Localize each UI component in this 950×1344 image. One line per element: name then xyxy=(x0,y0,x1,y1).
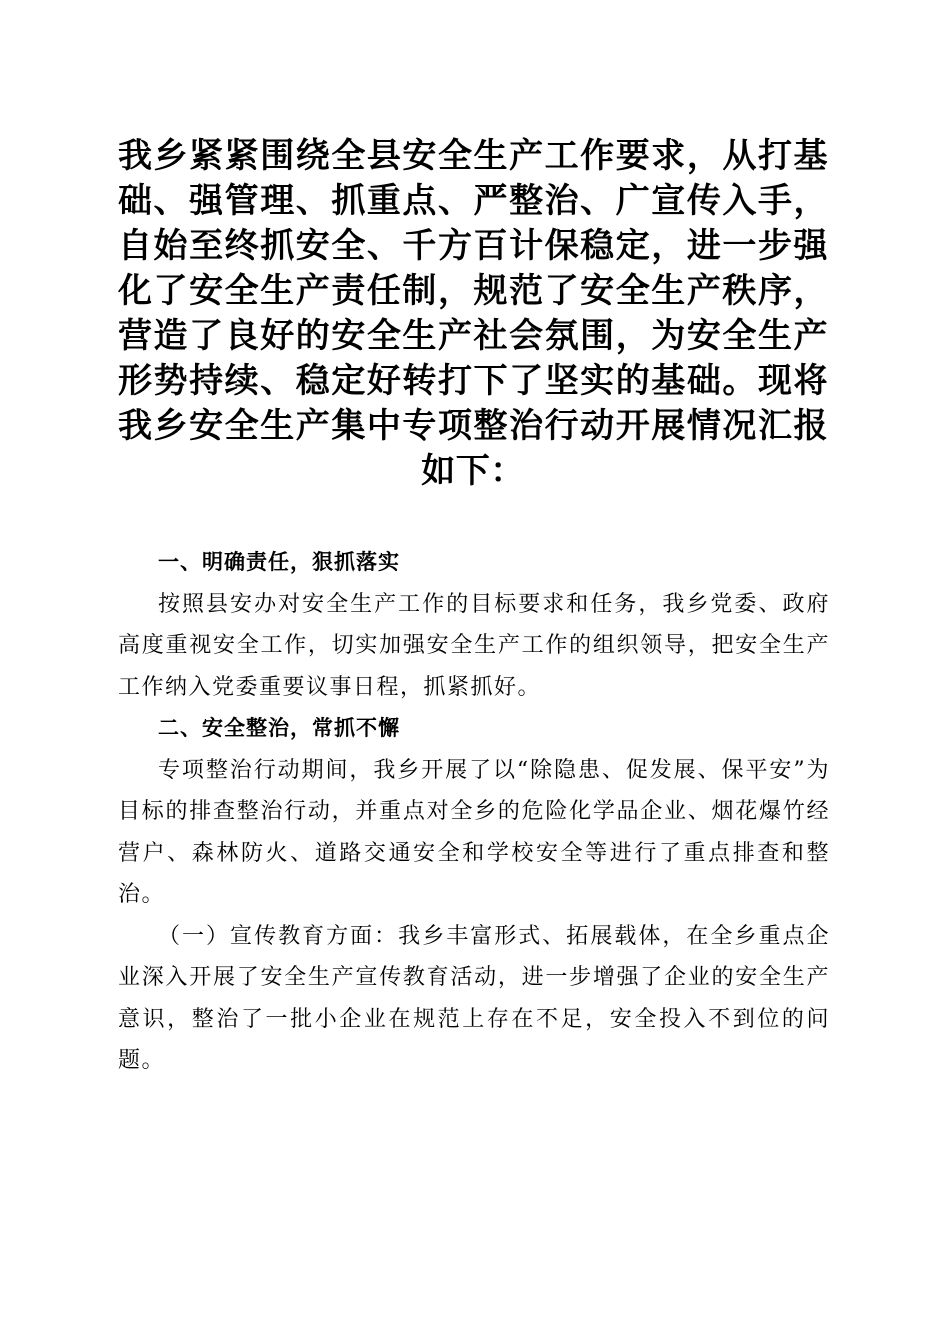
document-title: 我乡紧紧围绕全县安全生产工作要求，从打基础、强管理、抓重点、严整治、广宣传入手，自始至终抓安全、千方百计保稳定，进一步强化了安全生产责任制，规范了安全生产秩序，营造了良好的安全生产社会氛围，为安全生产形势持续、稳定好转打下了坚实的基础。现将我乡安全生产集中专项整治行动开展情况汇报如下： xyxy=(118,136,828,491)
section-2-heading: 二、安全整治，常抓不懈 xyxy=(158,716,400,740)
section-1-heading: 一、明确责任，狠抓落实 xyxy=(158,550,400,574)
section-2-subsection-1: （一）宣传教育方面：我乡丰富形式、拓展载体，在全乡重点企业深入开展了安全生产宣传教育活动，进一步增强了企业的安全生产意识，整治了一批小企业在规范上存在不足，安全投入不到位的问题。 xyxy=(118,923,830,1073)
section-2-paragraph: 专项整治行动期间，我乡开展了以“除隐患、促发展、保平安”为目标的排查整治行动，并重点对全乡的危险化学品企业、烟花爆竹经营户、森林防火、道路交通安全和学校安全等进行了重点排查和整治。 xyxy=(118,757,830,907)
section-1-paragraph: 按照县安办对安全生产工作的目标要求和任务，我乡党委、政府高度重视安全工作，切实加强安全生产工作的组织领导，把安全生产工作纳入党委重要议事日程，抓紧抓好。 xyxy=(118,591,830,700)
document-body xyxy=(118,542,830,1082)
